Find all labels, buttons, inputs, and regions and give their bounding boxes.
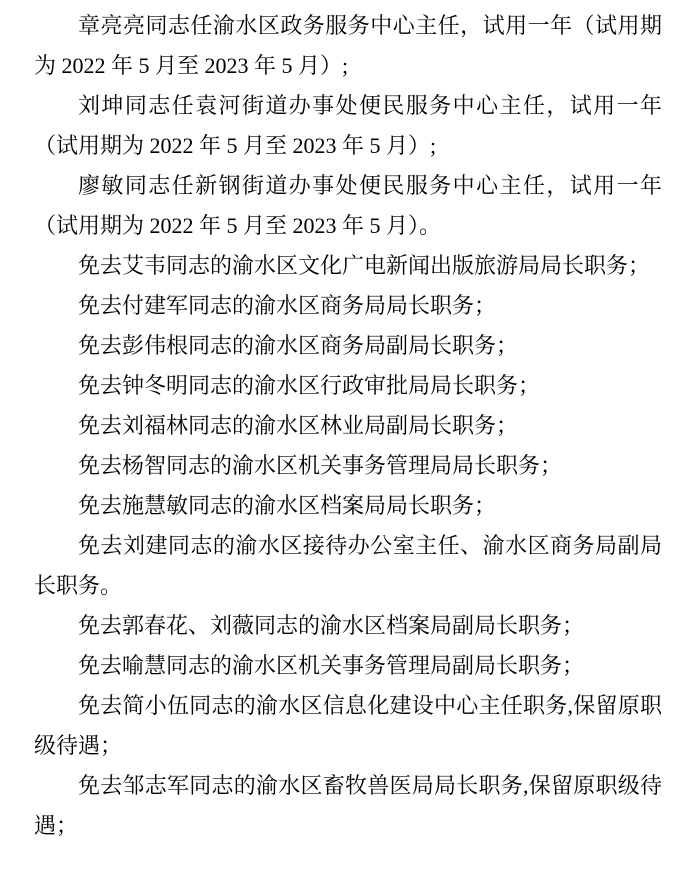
paragraph-dismissal-10: 免去喻慧同志的渝水区机关事务管理局副局长职务； [78,653,585,678]
paragraph-dismissal-4: 免去钟冬明同志的渝水区行政审批局局长职务； [78,373,541,398]
paragraph-appointment-2: 刘坤同志任袁河街道办事处便民服务中心主任，试用一年（试用期为 2022 年 5 月至 2023 年 5 月）; [34,93,662,158]
paragraph-dismissal-9: 免去郭春花、刘薇同志的渝水区档案局副局长职务； [78,613,585,638]
paragraph-dismissal-2: 免去付建军同志的渝水区商务局局长职务； [78,293,497,318]
paragraph-dismissal-12: 免去邹志军同志的渝水区畜牧兽医局局长职务,保留原职级待遇； [34,773,662,838]
paragraph-appointment-3: 廖敏同志任新钢街道办事处便民服务中心主任，试用一年（试用期为 2022 年 5 月至 2023 年 5 月）。 [34,173,662,238]
document-body [34,6,662,846]
paragraph-dismissal-11: 免去简小伍同志的渝水区信息化建设中心主任职务,保留原职级待遇； [34,693,662,758]
paragraph-appointment-1: 章亮亮同志任渝水区政务服务中心主任，试用一年（试用期为 2022 年 5 月至 2023 年 5 月）; [34,13,662,78]
paragraph-dismissal-6: 免去杨智同志的渝水区机关事务管理局局长职务； [78,453,563,478]
paragraph-dismissal-7: 免去施慧敏同志的渝水区档案局局长职务； [78,493,497,518]
paragraph-dismissal-3: 免去彭伟根同志的渝水区商务局副局长职务； [78,333,519,358]
paragraph-dismissal-1: 免去艾韦同志的渝水区文化广电新闻出版旅游局局长职务； [78,253,651,278]
paragraph-dismissal-5: 免去刘福林同志的渝水区林业局副局长职务； [78,413,519,438]
paragraph-dismissal-8: 免去刘建同志的渝水区接待办公室主任、渝水区商务局副局长职务。 [34,533,662,598]
